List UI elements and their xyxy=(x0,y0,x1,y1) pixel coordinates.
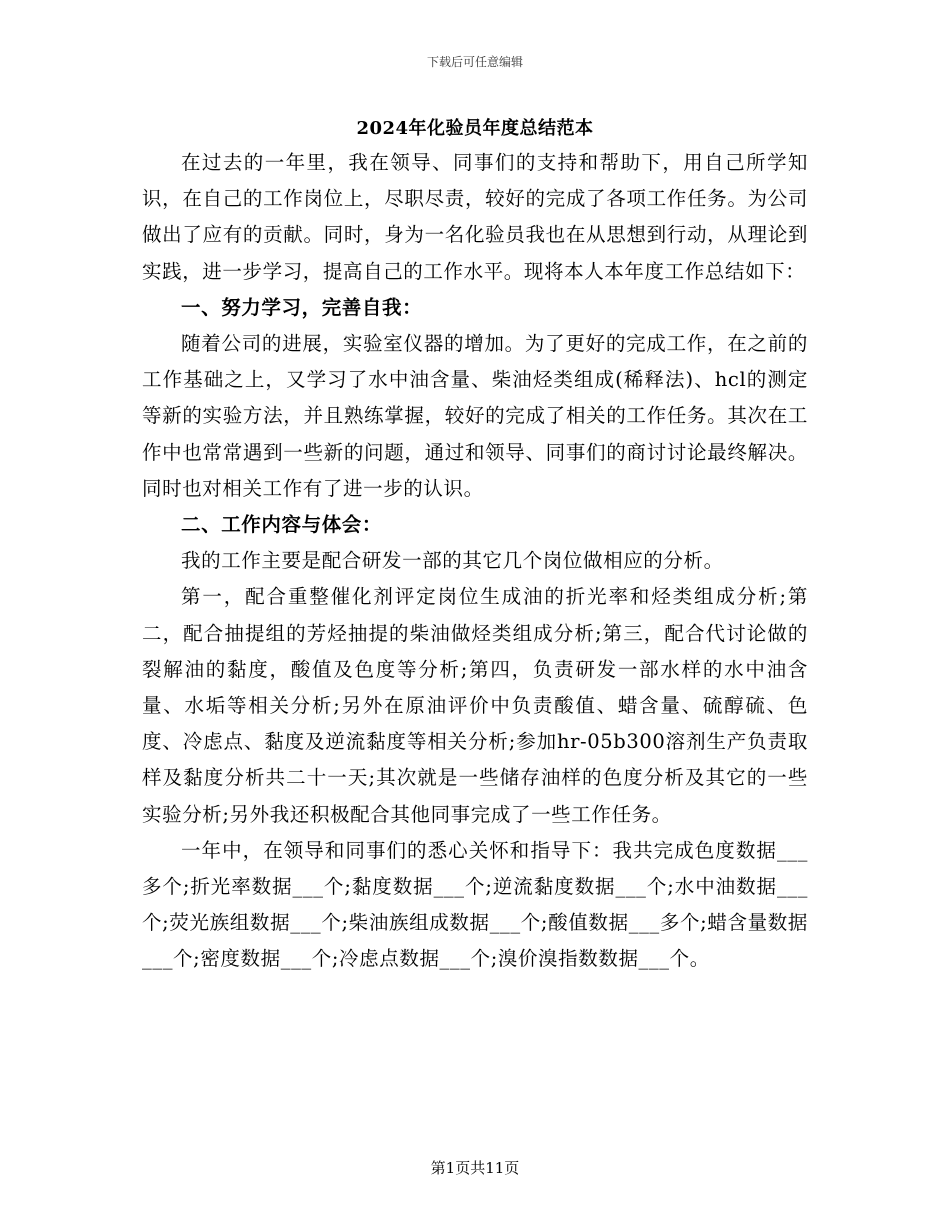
page-number-footer: 第1页共11页 xyxy=(430,1159,520,1177)
section-heading-1: 一、努力学习，完善自我： xyxy=(181,295,423,319)
section-2-paragraph-1: 我的工作主要是配合研发一部的其它几个岗位做相应的分析。 xyxy=(181,549,724,573)
intro-paragraph: 在过去的一年里，我在领导、同事们的支持和帮助下，用自己所学知识，在自己的工作岗位上，尽职尽责，较好的完成了各项工作任务。为公司做出了应有的贡献。同时，身为一名化验员我也在从思想到行动，从理论到实践，进一步学习，提高自己的工作水平。现将本人本年度工作总结如下： xyxy=(142,151,808,283)
document-title: 2024年化验员年度总结范本 xyxy=(356,118,594,139)
section-1-paragraph: 随着公司的进展，实验室仪器的增加。为了更好的完成工作，在之前的工作基础之上，又学习了水中油含量、柴油烃类组成(稀释法)、hcl的测定等新的实验方法，并且熟练掌握，较好的完成了相关的工作任务。其次在工作中也常常遇到一些新的问题，通过和领导、同事们的商讨讨论最终解决。同时也对相关工作有了进一步的认识。 xyxy=(142,332,808,500)
section-2-paragraph-2: 第一，配合重整催化剂评定岗位生成油的折光率和烃类组成分析;第二，配合抽提组的芳烃抽提的柴油做烃类组成分析;第三，配合代讨论做的裂解油的黏度，酸值及色度等分析;第四，负责研发一部水样的水中油含量、水垢等相关分析;另外在原油评价中负责酸值、蜡含量、硫醇硫、色度、冷虑点、黏度及逆流黏度等相关分析;参加hr-05b300溶剂生产负责取样及黏度分析共二十一天;其次就是一些储存油样的色度分析及其它的一些实验分析;另外我还积极配合其他同事完成了一些工作任务。 xyxy=(142,585,808,826)
section-2-paragraph-3: 一年中，在领导和同事们的悉心关怀和指导下：我共完成色度数据___多个;折光率数据___个;黏度数据___个;逆流黏度数据___个;水中油数据___个;荧光族组数据___个;柴油族组成数据___个;酸值数据___多个;蜡含量数据___个;密度数据___个;冷虑点数据___个;溴价溴指数数据___个。 xyxy=(142,838,808,971)
section-heading-2: 二、工作内容与体会： xyxy=(181,513,383,537)
document-body xyxy=(142,145,808,978)
header-note: 下载后可任意编辑 xyxy=(426,55,523,69)
